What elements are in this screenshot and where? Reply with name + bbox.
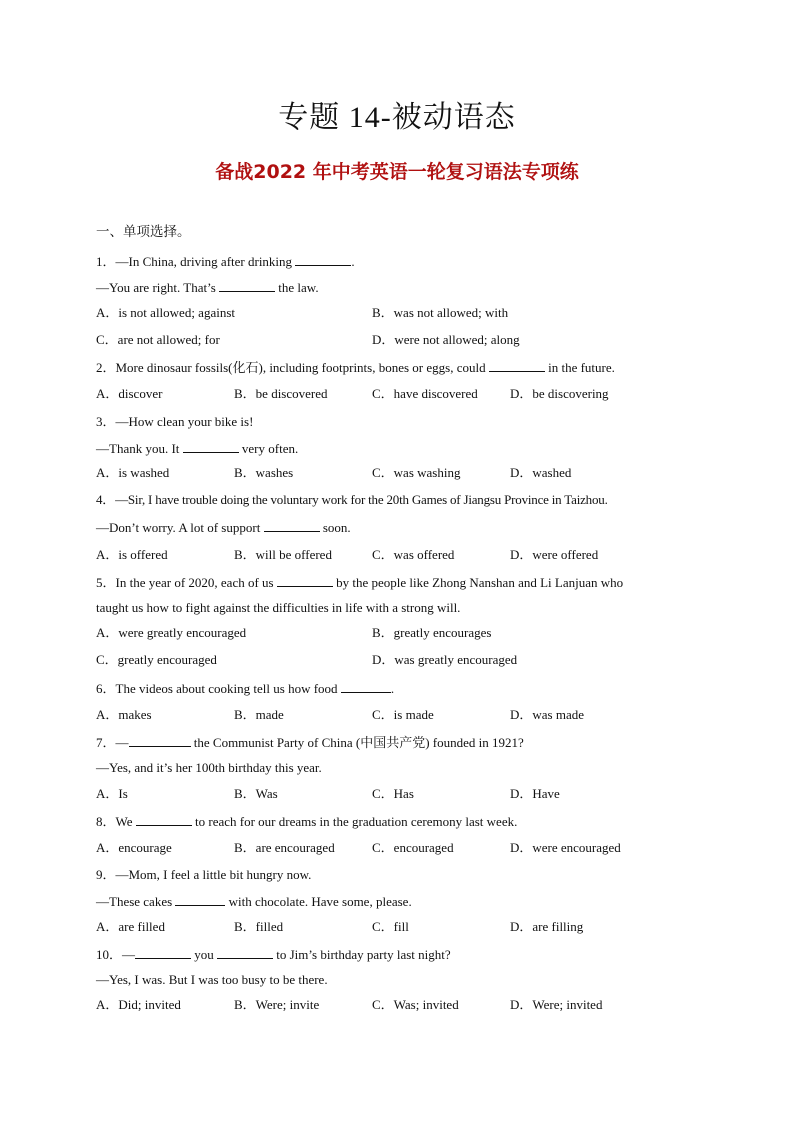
question-5-option-d: D．was greatly encouraged: [372, 652, 518, 667]
answer-blank: [277, 572, 333, 587]
question-3-option-c: C．was washing: [372, 465, 461, 480]
question-9-option-c: C．fill: [372, 919, 409, 934]
question-9-line-2: —These cakes with chocolate. Have some, please.: [96, 891, 412, 912]
answer-blank: [219, 277, 275, 292]
question-6-line-1: 6．The videos about cooking tell us how food .: [96, 678, 394, 699]
question-8-option-b: B．are encouraged: [234, 840, 335, 855]
question-7-option-d: D．Have: [510, 786, 560, 801]
question-5-option-a: A．were greatly encouraged: [96, 625, 247, 640]
question-5-line-1: 5．In the year of 2020, each of us by the people like Zhong Nanshan and Li Lanjuan who: [96, 572, 623, 593]
question-2-option-a: A．discover: [96, 386, 163, 401]
question-1-option-b: B．was not allowed; with: [372, 305, 509, 320]
question-4-line-1: 4．—Sir, I have trouble doing the voluntary work for the 20th Games of Jiangsu Province in Taizhou.: [96, 492, 608, 507]
section-heading: 一、单项选择。: [96, 224, 191, 239]
answer-blank: [264, 517, 320, 532]
question-9-option-a: A．are filled: [96, 919, 165, 934]
question-5-option-c: C．greatly encouraged: [96, 652, 217, 667]
question-6-option-a: A．makes: [96, 707, 152, 722]
question-3-line-1: 3．—How clean your bike is!: [96, 414, 254, 429]
question-10-option-d: D．Were; invited: [510, 997, 603, 1012]
question-3-option-d: D．washed: [510, 465, 572, 480]
question-10-line-2: —Yes, I was. But I was too busy to be there.: [96, 972, 328, 987]
question-8-line-1: 8．We to reach for our dreams in the graduation ceremony last week.: [96, 811, 517, 832]
question-8-option-d: D．were encouraged: [510, 840, 621, 855]
question-6-option-b: B．made: [234, 707, 284, 722]
question-1-line-2: —You are right. That’s the law.: [96, 277, 319, 298]
question-6-option-c: C．is made: [372, 707, 434, 722]
question-10-option-a: A．Did; invited: [96, 997, 181, 1012]
question-2-option-d: D．be discovering: [510, 386, 609, 401]
question-2-option-c: C．have discovered: [372, 386, 478, 401]
question-10-option-b: B．Were; invite: [234, 997, 320, 1012]
question-1-option-c: C．are not allowed; for: [96, 332, 220, 347]
question-9-option-b: B．filled: [234, 919, 284, 934]
question-2-option-b: B．be discovered: [234, 386, 328, 401]
answer-blank: [217, 944, 273, 959]
question-1-line-1: 1．—In China, driving after drinking .: [96, 251, 355, 272]
question-9-line-1: 9．—Mom, I feel a little bit hungry now.: [96, 867, 312, 882]
question-8-option-c: C．encouraged: [372, 840, 454, 855]
question-2-line-1: 2．More dinosaur fossils(化石), including footprints, bones or eggs, could in the future.: [96, 357, 615, 378]
question-7-option-a: A．Is: [96, 786, 128, 801]
question-4-option-a: A．is offered: [96, 547, 168, 562]
answer-blank: [295, 251, 351, 266]
question-7-option-b: B．Was: [234, 786, 278, 801]
question-7-line-2: —Yes, and it’s her 100th birthday this year.: [96, 760, 322, 775]
question-4-option-c: C．was offered: [372, 547, 455, 562]
page-title: 专题 14-被动语态: [278, 101, 516, 134]
question-6-option-d: D．was made: [510, 707, 585, 722]
question-1-option-a: A．is not allowed; against: [96, 305, 236, 320]
question-9-option-d: D．are filling: [510, 919, 584, 934]
question-3-line-2: —Thank you. It very often.: [96, 438, 298, 459]
question-4-option-d: D．were offered: [510, 547, 599, 562]
question-10-option-c: C．Was; invited: [372, 997, 459, 1012]
answer-blank: [489, 357, 545, 372]
question-5-option-b: B．greatly encourages: [372, 625, 492, 640]
question-5-line-2: taught us how to fight against the difficulties in life with a strong will.: [96, 600, 461, 615]
question-7-line-1: 7．— the Communist Party of China (中国共产党) founded in 1921?: [96, 732, 524, 753]
answer-blank: [175, 891, 225, 906]
answer-blank: [183, 438, 239, 453]
answer-blank: [135, 944, 191, 959]
question-10-line-1: 10．— you to Jim’s birthday party last night?: [96, 944, 451, 965]
page-subtitle: 备战2022 年中考英语一轮复习语法专项练: [215, 161, 579, 183]
answer-blank: [136, 811, 192, 826]
question-4-line-2: —Don’t worry. A lot of support soon.: [96, 517, 351, 538]
answer-blank: [129, 732, 191, 747]
question-8-option-a: A．encourage: [96, 840, 172, 855]
question-1-option-d: D．were not allowed; along: [372, 332, 520, 347]
question-3-option-b: B．washes: [234, 465, 294, 480]
question-4-option-b: B．will be offered: [234, 547, 332, 562]
question-3-option-a: A．is washed: [96, 465, 170, 480]
question-7-option-c: C．Has: [372, 786, 414, 801]
answer-blank: [341, 678, 391, 693]
